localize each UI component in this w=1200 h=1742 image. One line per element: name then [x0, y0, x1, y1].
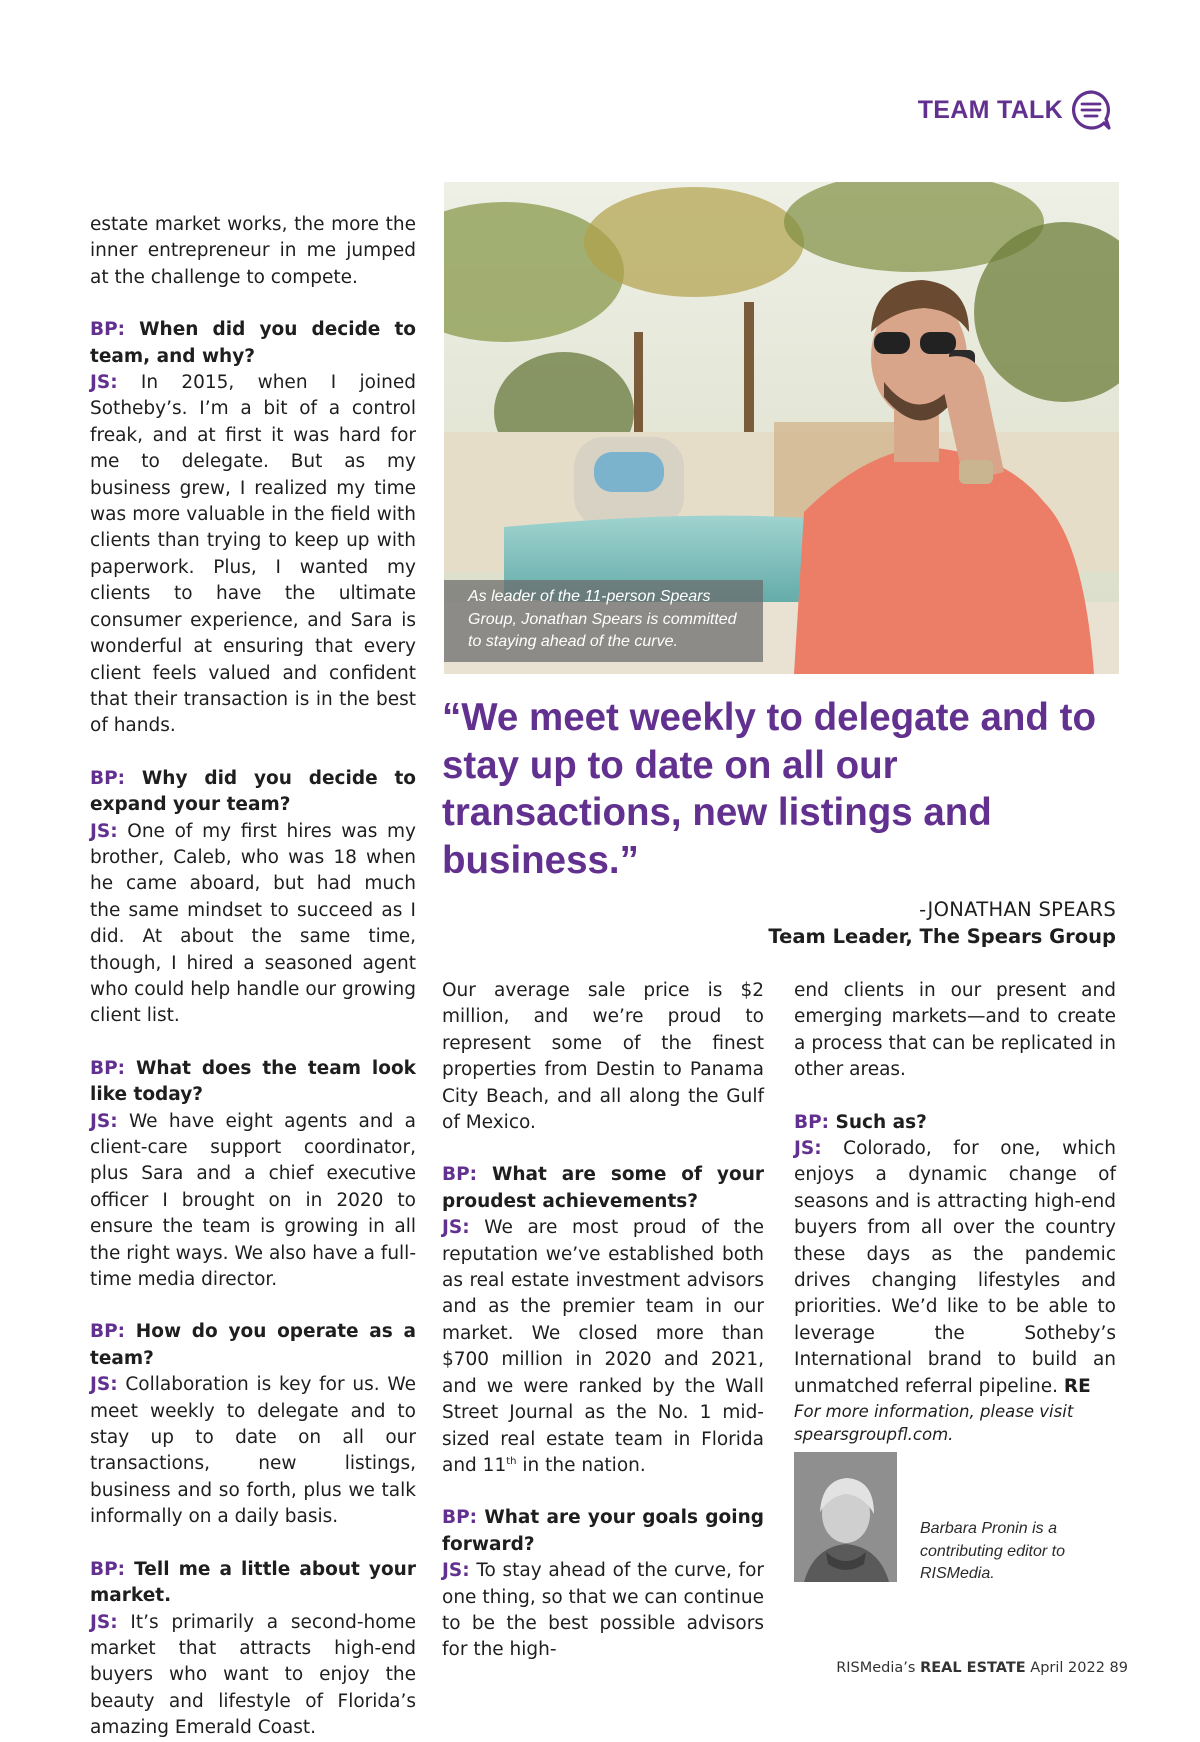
attribution-title: Team Leader, The Spears Group: [768, 925, 1116, 948]
qa-block: [442, 1505, 764, 1663]
bp-tag: BP:: [90, 1558, 126, 1580]
question: [90, 317, 416, 370]
qa-block: [90, 766, 416, 1030]
question-text: What are your goals going forward?: [442, 1507, 764, 1555]
question-text: Tell me a little about your market.: [90, 1558, 416, 1607]
page-footer: [836, 1660, 1128, 1676]
bp-tag: BP:: [794, 1111, 830, 1133]
column-1: [90, 212, 416, 1742]
question: [442, 1162, 764, 1215]
bp-tag: BP:: [90, 767, 126, 789]
author-box: [794, 1452, 1119, 1582]
bp-tag: BP:: [442, 1164, 478, 1186]
intro-paragraph: Our average sale price is $2 million, and we’re proud to represent some of the finest properties from Destin to Panama City Beach, and all along the Gulf of Mexico.: [442, 980, 764, 1134]
js-tag: JS:: [442, 1217, 470, 1239]
bp-tag: BP:: [90, 1057, 126, 1079]
answer-text: We have eight agents and a client-care support coordinator, plus Sara and a chief executive officer I brought on in 2020 to ensure the team is growing in all the right ways. We also have a full-time media director.: [90, 1110, 416, 1291]
question-text: What does the team look like today?: [90, 1057, 416, 1106]
bp-tag: BP:: [90, 1321, 126, 1343]
section-title: TEAM TALK: [917, 95, 1063, 124]
qa-block: [90, 1319, 416, 1530]
answer-text: In 2015, when I joined Sotheby’s. I’m a bit of a control freak, and at first it was hard for me to delegate. But as my business grew, I realized my time was more valuable in the field with clients than trying to keep up with paperwork. Plus, I wanted my clients to have the ultimate consumer experience, and Sara is wonderful at ensuring that every client feels valued and confident that their transaction is in the best of hands.: [90, 372, 416, 737]
attribution-name: -JONATHAN SPEARS: [919, 898, 1116, 921]
question-text: Such as?: [835, 1111, 927, 1133]
answer-text: One of my first hires was my brother, Caleb, who was 18 when he came aboard, but had much the same mindset to succeed as I did. At about the same time, though, I hired a seasoned agent who could help handle our growing client list.: [90, 820, 416, 1027]
answer: [90, 370, 416, 740]
qa-block: [90, 317, 416, 740]
bp-tag: BP:: [442, 1507, 478, 1529]
js-tag: JS:: [90, 820, 118, 842]
pull-quote: “We meet weekly to delegate and to stay up to date on all our transactions, new listings and business.”: [442, 696, 1096, 882]
end-mark: RE: [1063, 1375, 1091, 1397]
intro-paragraph: estate market works, the more the inner entrepreneur in me jumped at the challenge to compete.: [90, 214, 416, 288]
question: [794, 1110, 1116, 1136]
qa-block: [442, 1162, 764, 1479]
answer-text: We are most proud of the reputation we’ve established both as real estate investment advisors and as the premier team in our market. We closed more than $700 million in 2020 and 2021, and we were ranked by the Wall Street Journal as the No. 1 mid-sized real estate team in Florida and 11: [442, 1217, 764, 1476]
qa-block: [90, 1056, 416, 1294]
answer: [442, 1215, 764, 1479]
photo-caption: As leader of the 11-person Spears Group, Jonathan Spears is committed to staying ahead of the curve.: [444, 580, 763, 662]
page-number: 89: [1109, 1660, 1128, 1676]
question: [90, 1319, 416, 1372]
section-header: [918, 88, 1113, 132]
answer: [794, 1136, 1116, 1400]
js-tag: JS:: [90, 1110, 118, 1132]
answer-text: Colorado, for one, which enjoys a dynamic change of seasons and is attracting high-end buyers from all over the country these days as the pandemic drives changing lifestyles and priorities. We’d like to be able to leverage the Sotheby’s International brand to build an unmatched referral pipeline.: [794, 1138, 1116, 1397]
bp-tag: BP:: [90, 319, 126, 341]
js-tag: JS:: [442, 1560, 470, 1582]
js-tag: JS:: [90, 372, 118, 394]
author-caption: Barbara Pronin is a contributing editor to RISMedia.: [920, 1520, 1065, 1582]
intro-paragraph: end clients in our present and emerging markets—and to create a process that can be replicated in other areas.: [794, 980, 1116, 1081]
column-3: [794, 978, 1116, 1446]
question-text: What are some of your proudest achievements?: [442, 1164, 764, 1212]
publication-brand: REAL ESTATE: [920, 1660, 1026, 1676]
question: [90, 1056, 416, 1109]
author-photo: [794, 1452, 897, 1582]
qa-block: [794, 1110, 1116, 1400]
speech-bubble-icon: [1069, 88, 1113, 132]
answer-text: To stay ahead of the curve, for one thing, so that we can continue to be the best possible advisors for the high-: [442, 1560, 764, 1661]
js-tag: JS:: [90, 1611, 118, 1633]
issue-date: April 2022: [1030, 1660, 1105, 1676]
question: [90, 1557, 416, 1610]
js-tag: JS:: [794, 1138, 822, 1160]
qa-block: [90, 1557, 416, 1742]
question-text: When did you decide to team, and why?: [90, 319, 416, 367]
quote-attribution: [768, 896, 1116, 950]
answer: [90, 1109, 416, 1294]
column-2: [442, 978, 764, 1664]
publication-name: RISMedia’s: [836, 1660, 916, 1676]
answer: [442, 1558, 764, 1664]
answer: [90, 819, 416, 1030]
question: [442, 1505, 764, 1558]
answer: [90, 1610, 416, 1742]
more-info-note: For more information, please visit spearsgroupfl.com.: [794, 1402, 1074, 1445]
question-text: How do you operate as a team?: [90, 1321, 416, 1369]
superscript: th: [506, 1455, 517, 1467]
question-text: Why did you decide to expand your team?: [90, 767, 416, 816]
answer-text: It’s primarily a second-home market that attracts high-end buyers who want to enjoy the beauty and lifestyle of Florida’s amazing Emerald Coast.: [90, 1611, 416, 1739]
question: [90, 766, 416, 819]
answer-text-tail: in the nation.: [516, 1454, 646, 1476]
answer-text: Collaboration is key for us. We meet weekly to delegate and to stay up to date on all our transactions, new listings, business and so forth, plus we talk informally on a daily basis.: [90, 1374, 416, 1528]
js-tag: JS:: [90, 1374, 118, 1396]
answer: [90, 1372, 416, 1530]
